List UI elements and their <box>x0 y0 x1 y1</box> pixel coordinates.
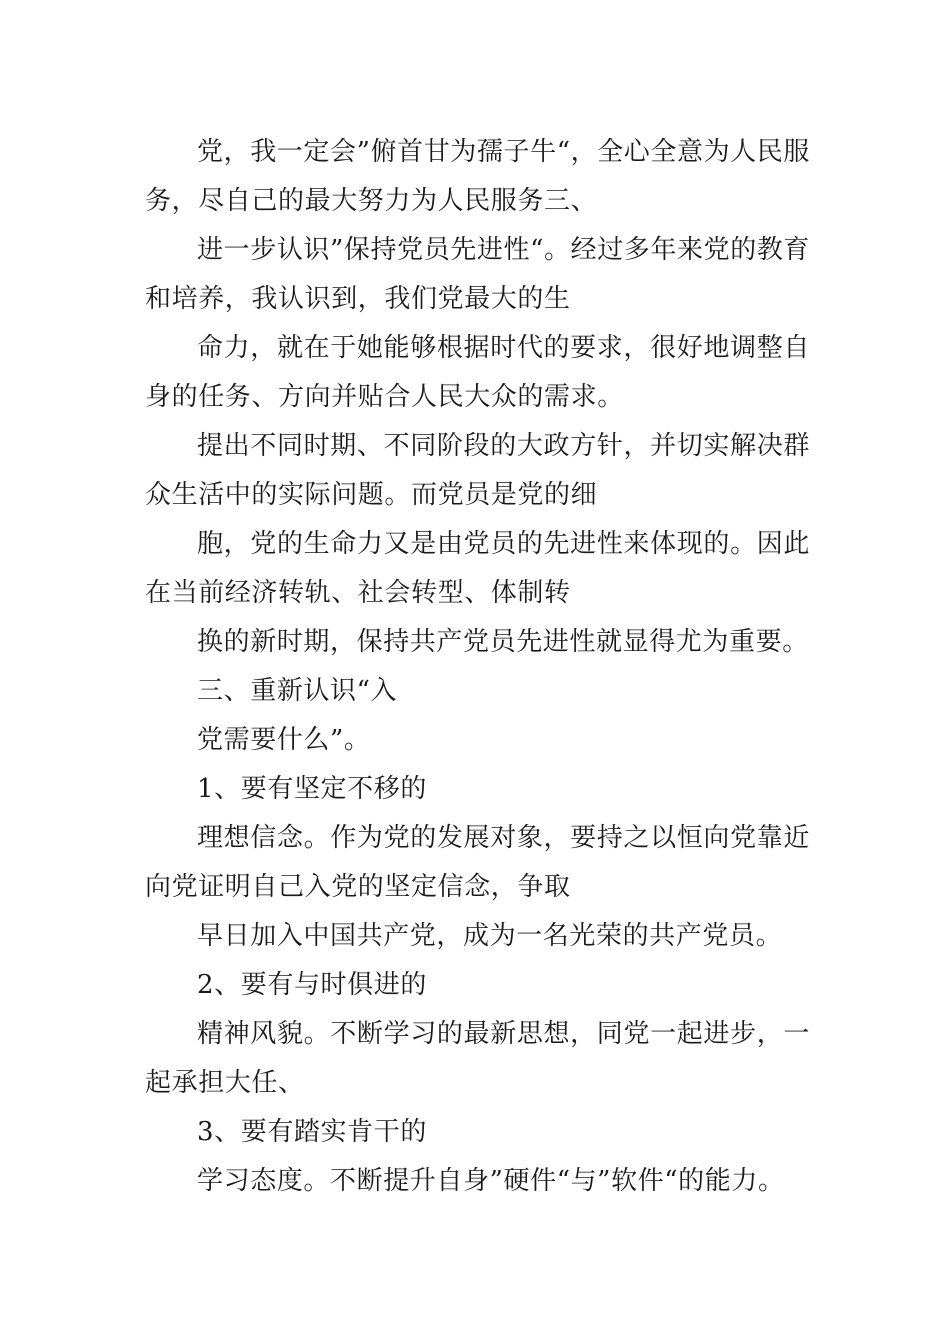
paragraph: 提出不同时期、不同阶段的大政方针，并切实解决群众生活中的实际问题。而党员是党的细 <box>145 431 810 510</box>
paragraph: 精神风貌。不断学习的最新思想，同党一起进步，一起承担大任、 <box>145 1019 810 1098</box>
list-item-heading: 1、要有坚定不移的 <box>197 774 427 804</box>
paragraph: 命力，就在于她能够根据时代的要求，很好地调整自身的任务、方向并贴合人民大众的需求。 <box>145 333 810 412</box>
paragraph: 学习态度。不断提升自身”硬件“与”软件“的能力。 <box>197 1166 785 1196</box>
paragraph: 党，我一定会”俯首甘为孺子牛“，全心全意为人民服务，尽自己的最大努力为人民服务三、 <box>145 137 810 216</box>
paragraph: 党需要什么”。 <box>197 725 371 755</box>
paragraph: 进一步认识”保持党员先进性“。经过多年来党的教育和培养，我认识到，我们党最大的生 <box>145 235 810 314</box>
document-body <box>145 128 810 1206</box>
paragraph: 早日加入中国共产党，成为一名光荣的共产党员。 <box>197 921 783 951</box>
paragraph: 换的新时期，保持共产党员先进性就显得尤为重要。 <box>197 627 809 657</box>
paragraph: 理想信念。作为党的发展对象，要持之以恒向党靠近向党证明自己入党的坚定信念，争取 <box>145 823 810 902</box>
paragraph: 胞，党的生命力又是由党员的先进性来体现的。因此在当前经济转轨、社会转型、体制转 <box>145 529 810 608</box>
list-item-heading: 2、要有与时俱进的 <box>197 970 427 1000</box>
section-heading: 三、重新认识“入 <box>197 676 398 706</box>
list-item-heading: 3、要有踏实肯干的 <box>197 1117 427 1147</box>
